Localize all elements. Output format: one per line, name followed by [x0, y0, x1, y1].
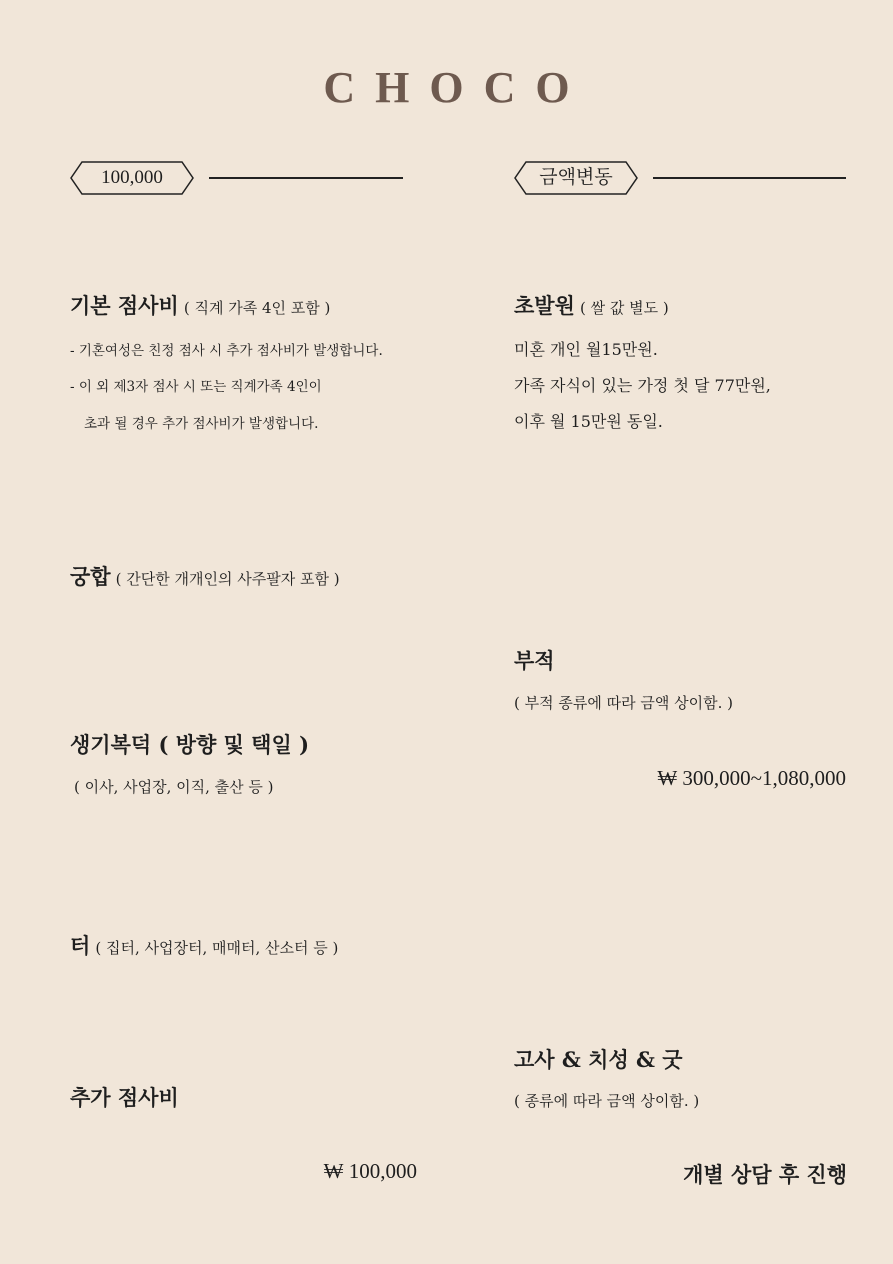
- basic-fee-line-3: 초과 될 경우 추가 점사비가 발생합니다.: [84, 416, 319, 432]
- basic-fee-line-2: - 이 외 제3자 점사 시 또는 직계가족 4인이: [70, 379, 322, 395]
- extra-fee-title: 추가 점사비: [70, 1085, 179, 1110]
- chobalwon-line-1: 미혼 개인 월15만원.: [514, 340, 658, 359]
- saenggi-title: 생기복덕 ( 방향 및 택일 ): [70, 732, 310, 757]
- bujeok-price: ₩ 300,000~1,080,000: [657, 766, 846, 790]
- chobalwon-line-2: 가족 자식이 있는 가정 첫 달 77만원,: [514, 376, 771, 395]
- chobalwon-title: 초발원: [514, 293, 575, 318]
- price-tag-left: [70, 161, 194, 195]
- bujeok-title: 부적: [514, 648, 555, 673]
- teo-heading: [70, 930, 338, 960]
- basic-fee-title: 기본 점사비: [70, 293, 179, 318]
- variable-price-tag-label: 금액변동: [539, 167, 613, 188]
- basic-fee-line-1: - 기혼여성은 친정 점사 시 추가 점사비가 발생합니다.: [70, 343, 383, 359]
- brand-title: CHOCO: [323, 63, 590, 112]
- gosa-price: 개별 상담 후 진행: [683, 1162, 847, 1187]
- teo-title: 터: [70, 933, 91, 958]
- basic-fee-heading: [70, 290, 330, 320]
- price-tag-label: 100,000: [101, 167, 163, 188]
- saenggi-note: ( 이사, 사업장, 이직, 출산 등 ): [74, 778, 274, 796]
- gosa-title: 고사 & 치성 & 굿: [514, 1047, 683, 1072]
- chobalwon-note: ( 쌀 값 별도 ): [579, 299, 669, 317]
- chobalwon-line-3: 이후 월 15만원 동일.: [514, 412, 663, 431]
- price-tag-right: [514, 161, 638, 195]
- divider-right: [653, 177, 846, 179]
- gosa-note: ( 종류에 따라 금액 상이함. ): [514, 1092, 700, 1110]
- chobalwon-heading: [514, 290, 669, 320]
- gunghap-heading: [70, 561, 340, 591]
- divider-left: [209, 177, 403, 179]
- teo-note: ( 집터, 사업장터, 매매터, 산소터 등 ): [95, 939, 339, 957]
- bujeok-note: ( 부적 종류에 따라 금액 상이함. ): [514, 694, 733, 712]
- gunghap-title: 궁합: [70, 564, 111, 589]
- gunghap-note: ( 간단한 개개인의 사주팔자 포함 ): [115, 570, 340, 588]
- extra-fee-price: ₩ 100,000: [323, 1159, 417, 1183]
- basic-fee-note: ( 직계 가족 4인 포함 ): [183, 299, 331, 317]
